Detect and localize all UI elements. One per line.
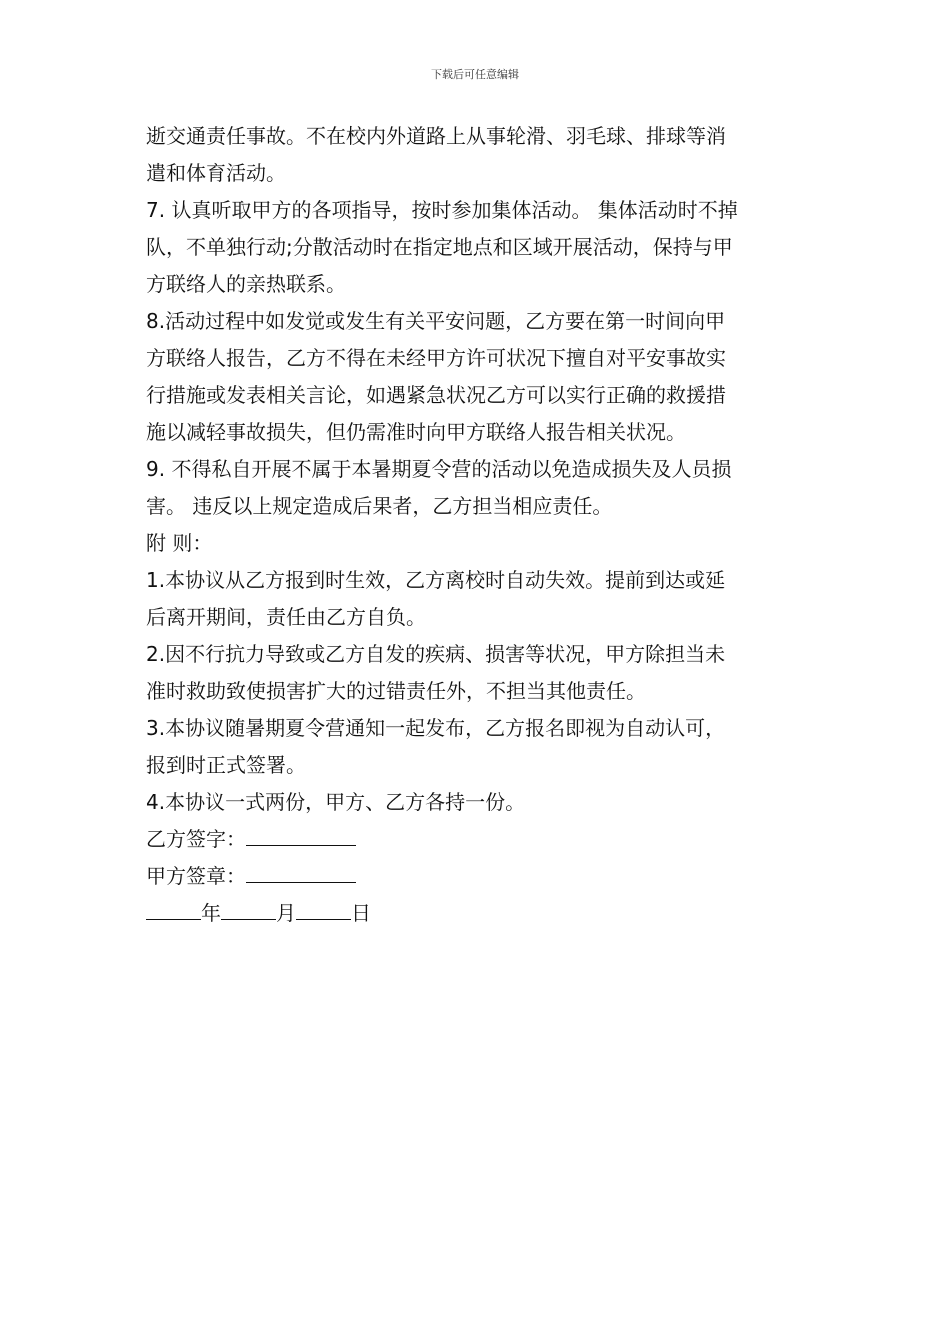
month-blank[interactable] (221, 895, 276, 920)
text-line: 行措施或发表相关言论，如遇紧急状况乙方可以实行正确的救援措 (146, 383, 726, 407)
text-line: 施以减轻事故损失，但仍需准时向甲方联络人报告相关状况。 (146, 420, 686, 444)
text-line: 4.本协议一式两份，甲方、乙方各持一份。 (146, 790, 526, 814)
party-a-seal-blank[interactable] (246, 858, 356, 883)
text-line: 准时救助致使损害扩大的过错责任外，不担当其他责任。 (146, 679, 646, 703)
year-blank[interactable] (146, 895, 201, 920)
text-line: 遣和体育活动。 (146, 161, 286, 185)
page-header: 下载后可任意编辑 (431, 68, 519, 81)
year-label: 年 (201, 901, 221, 925)
text-line: 后离开期间，责任由乙方自负。 (146, 605, 426, 629)
text-line: 队，不单独行动;分散活动时在指定地点和区域开展活动，保持与甲 (146, 235, 733, 259)
month-label: 月 (276, 901, 296, 925)
text-line: 报到时正式签署。 (146, 753, 306, 777)
appendix-heading: 附 则： (146, 531, 213, 555)
party-a-seal-label: 甲方签章： (146, 864, 246, 888)
date-row (146, 895, 808, 932)
text-line: 害。 违反以上规定造成后果者，乙方担当相应责任。 (146, 494, 613, 518)
text-line: 逝交通责任事故。不在校内外道路上从事轮滑、羽毛球、排球等消 (146, 124, 726, 148)
party-a-seal-row (146, 858, 808, 895)
text-line: 7. 认真听取甲方的各项指导，按时参加集体活动。 集体活动时不掉 (146, 198, 738, 222)
document-body (146, 118, 808, 932)
text-line: 3.本协议随暑期夏令营通知一起发布，乙方报名即视为自动认可， (146, 716, 726, 740)
party-b-signature-row (146, 821, 808, 858)
day-blank[interactable] (296, 895, 351, 920)
text-line: 1.本协议从乙方报到时生效，乙方离校时自动失效。提前到达或延 (146, 568, 726, 592)
text-line: 2.因不行抗力导致或乙方自发的疾病、损害等状况，甲方除担当未 (146, 642, 726, 666)
text-line: 方联络人的亲热联系。 (146, 272, 346, 296)
text-line: 9. 不得私自开展不属于本暑期夏令营的活动以免造成损失及人员损 (146, 457, 732, 481)
day-label: 日 (351, 901, 371, 925)
text-line: 方联络人报告，乙方不得在未经甲方许可状况下擅自对平安事故实 (146, 346, 726, 370)
party-b-signature-blank[interactable] (246, 821, 356, 846)
party-b-signature-label: 乙方签字： (146, 827, 246, 851)
text-line: 8.活动过程中如发觉或发生有关平安问题，乙方要在第一时间向甲 (146, 309, 726, 333)
